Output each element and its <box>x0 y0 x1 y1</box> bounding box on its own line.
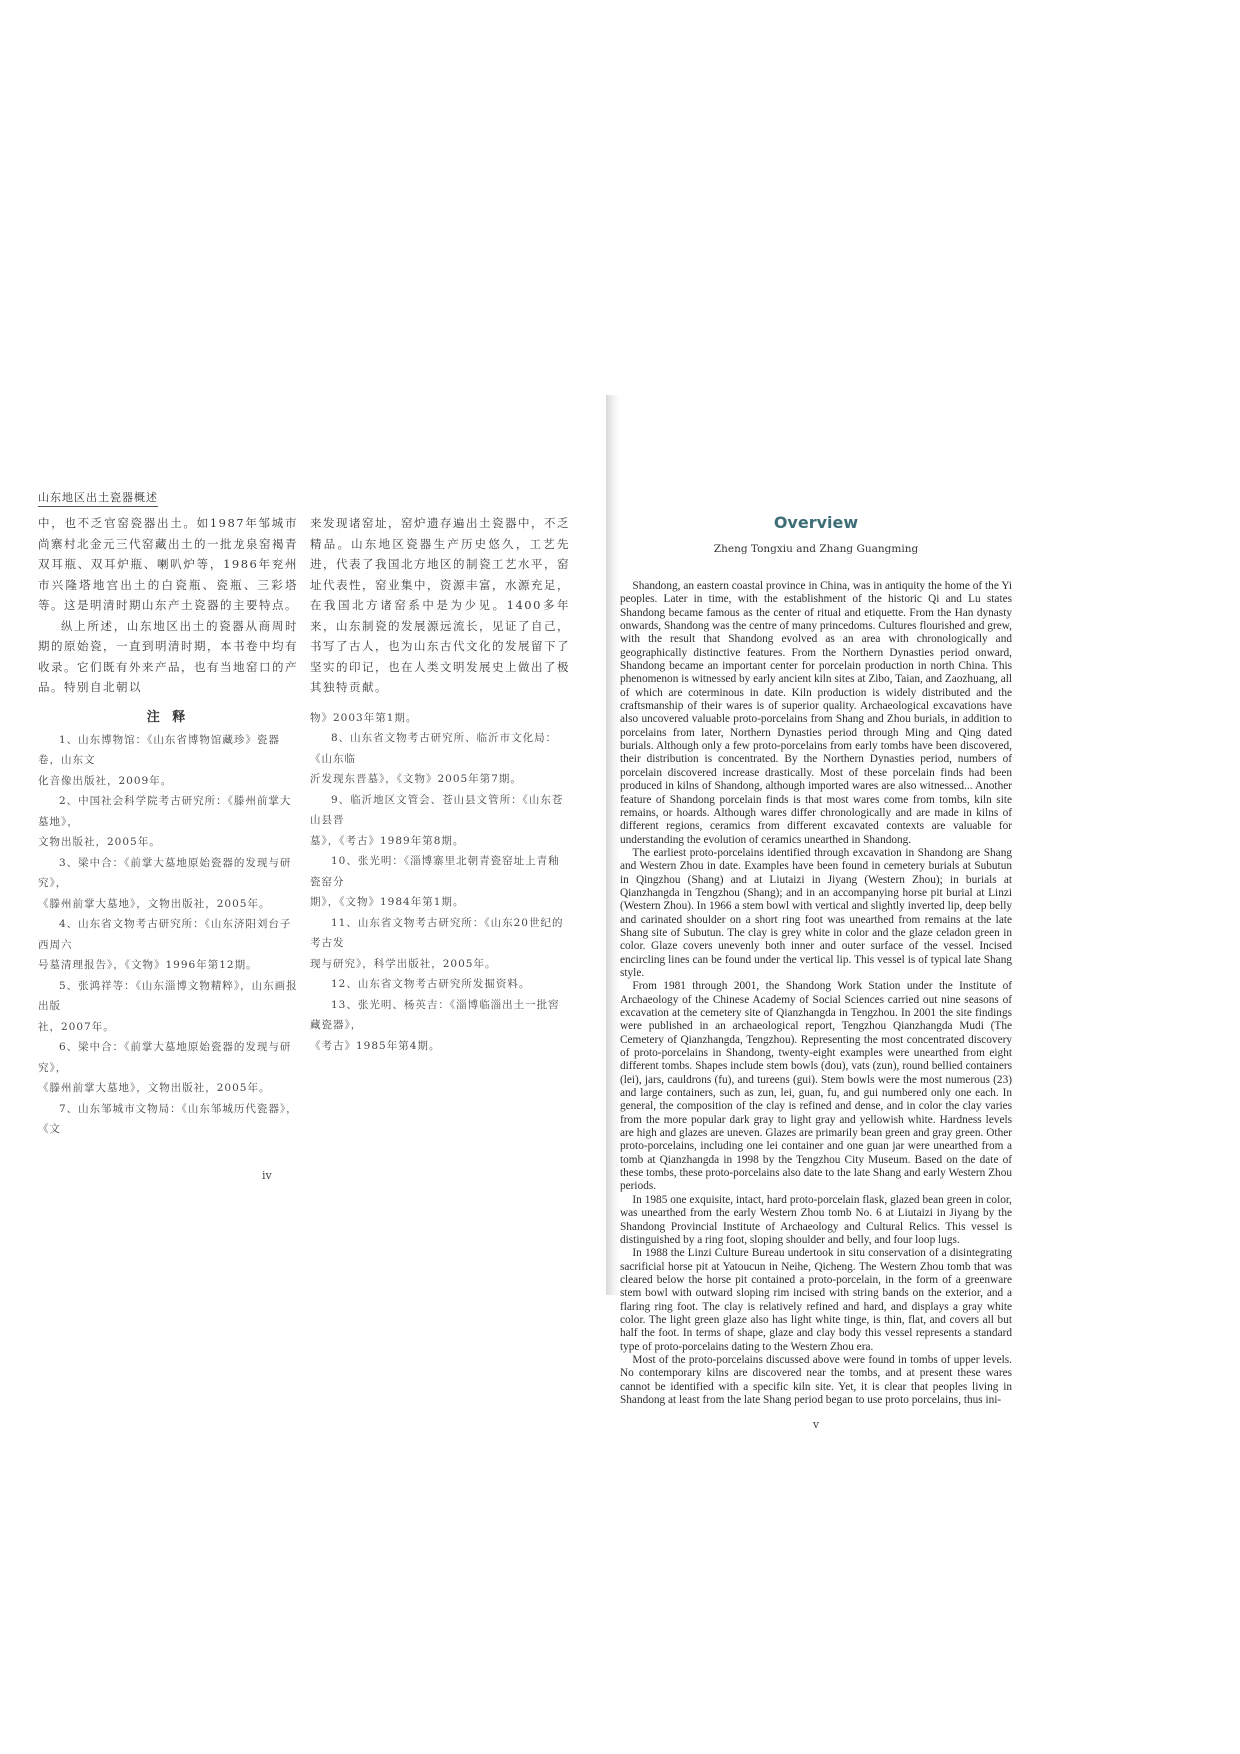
cn-paragraph: 来发现诸窑址，窑炉遗存遍出土瓷器中，不乏精品。山东地区瓷器生产历史悠久，工艺先进，代表了我国北方地区的制瓷工艺水平，窑址代表性，窑业集中，资源丰富，水源充足，在我国北方诸窑系中是为少见。1400多年来，山东制瓷的发展源远流长，见证了自己，书写了古人，也为山东古代文化的发展留下了坚实的印记，也在人类文明发展史上做出了极其独特贡献。 <box>310 516 570 694</box>
note-item-continuation: 文物出版社，2005年。 <box>38 836 161 848</box>
authors-line: Zheng Tongxiu and Zhang Guangming <box>713 543 919 555</box>
note-item: 2、中国社会科学院考古研究所：《滕州前掌大墓地》， <box>38 795 292 828</box>
note-item-continuation: 《考古》1985年第4期。 <box>310 1039 441 1052</box>
note-item: 8、山东省文物考古研究所、临沂市文化局：《山东临 <box>310 732 558 765</box>
page-number-right: v <box>812 1418 820 1432</box>
page-title: Overview <box>773 513 859 532</box>
overview-body <box>620 580 1012 1407</box>
note-item: 3、梁中合：《前掌大墓地原始瓷器的发现与研究》， <box>38 856 292 889</box>
note-item: 12、山东省文物考古研究所发掘资料。 <box>331 978 531 990</box>
note-item-continuation: 沂发现东晋墓》，《文物》2005年第7期。 <box>310 773 522 785</box>
left-column-2 <box>310 513 570 698</box>
note-item: 11、山东省文物考古研究所：《山东20世纪的考古发 <box>310 916 564 949</box>
body-paragraph: Most of the proto-porcelains discussed above were found in tombs of upper levels. No contemporary kilns are discovered near the tombs, and at present these wares cannot be identified with a specific kiln site. Yet, it is clear that peoples living in Shandong at least from the late Shang period began to use proto porcelains, thus ini- <box>620 1353 1012 1406</box>
body-paragraph: From 1981 through 2001, the Shandong Work Station under the Institute of Archaeology of the Chinese Academy of Social Sciences carried out nine seasons of excavation at the cemetery site of Qianzhangda in Tengzhou. In 2001 the site findings were published in an archaeological report, Tengzhou Qianzhangda Mudi (The Cemetery of Qianzhangda, Tengzhou). Representing the most concentrated discovery of proto-porcelains in Shandong, twenty-eight examples were unearthed from eight different tombs. Shapes include stem bowls (dou), vats (zun), round bellied containers (lei), jars, cauldrons (fu), and tureens (gui). Stem bowls were the most numerous (23) and large containers, such as zun, lei, guan, fu, and gui numbered only one each. In general, the composition of the clay is refined and dense, and in color the clay varies from the more popular dark gray to light gray and yellowish white. Hardness levels are high and glazes are uneven. Glazes are primarily bean green and gray green. Other proto-porcelains, including one lei container and one guan jar were unearthed from a tomb at Qianzhangda in 1998 by the Tengzhou City Museum. Based on the date of these tombs, these proto-porcelains also date to the late Shang and early Western Zhou periods. <box>620 980 1012 1193</box>
note-item: 13、张光明、杨英吉：《淄博临淄出土一批窖藏瓷器》， <box>310 998 560 1031</box>
body-paragraph: In 1988 the Linzi Culture Bureau undertook in situ conservation of a disintegrating sacrificial horse pit at Yatoucun in Neihe, Qicheng. The Western Zhou tomb that was cleared below the horse pit contained a proto-porcelain, in the form of a greenware stem bowl with outward sloping rim incised with string bands on the exterior, and a flaring ring foot. The clay is relatively refined and hard, and displays a gray white color. The light green glaze also has light white tinge, is thin, flat, and covers all but half the foot. In terms of shape, glaze and clay body this vessel represents a standard type of proto-porcelains dating to the Western Zhou era. <box>620 1247 1012 1353</box>
note-item-continuation: 社，2007年。 <box>38 1020 115 1033</box>
note-item: 4、山东省文物考古研究所：《山东济阳刘台子西周六 <box>38 918 292 951</box>
note-item-continuation: 墓》，《考古》1989年第8期。 <box>310 834 465 847</box>
note-item-continuation: 现与研究》，科学出版社，2005年。 <box>310 957 497 970</box>
note-item-continuation: 期》，《文物》1984年第1期。 <box>310 896 465 908</box>
cn-paragraph: 纵上所述，山东地区出土的瓷器从商周时期的原始瓷，一直到明清时期，本书卷中均有收录。它们既有外来产品，也有当地窑口的产品。特别自北朝以 <box>38 618 298 694</box>
note-item-continuation: 物》2003年第1期。 <box>310 711 418 724</box>
note-item-continuation: 《滕州前掌大墓地》，文物出版社，2005年。 <box>38 897 271 910</box>
page-gutter-shadow <box>606 395 620 1295</box>
note-item: 10、张光明：《淄博寨里北朝青瓷窑址上青釉瓷窑分 <box>310 855 560 888</box>
note-item: 1、山东博物馆：《山东省博物馆藏珍》瓷器卷，山东文 <box>38 733 280 766</box>
note-item-continuation: 《滕州前掌大墓地》，文物出版社，2005年。 <box>38 1082 271 1094</box>
note-item: 6、梁中合：《前掌大墓地原始瓷器的发现与研究》， <box>38 1041 292 1074</box>
left-column-2-wrap <box>310 513 570 1056</box>
body-paragraph: The earliest proto-porcelains identified through excavation in Shandong are Shang and Western Zhou in date. Examples have been found in cemetery burials at Subutun in Qingzhou (Shang) and at Liutaizi in Jiyang (Western Zhou); in burials at Qianzhangda in Tengzhou (Shang); and in an accompanying horse pit burial at Linzi (Western Zhou). In 1966 a stem bowl with vertical and slightly inverted lip, deep belly and carinated shoulder on a short ring foot was unearthed from remains at the late Shang site of Subutun. The clay is grey white in color and the glaze celadon green in color. Glaze covers unevenly both inner and outer surface of the vessel. Incised encircling lines can be found under the vertical lip. This vessel is of typical late Shang style. <box>620 846 1012 979</box>
note-item: 5、张鸿祥等：《山东淄博文物精粹》，山东画报出版 <box>38 979 298 1012</box>
notes-heading: 注 释 <box>146 709 190 725</box>
left-column-1 <box>38 513 298 698</box>
body-paragraph: Shandong, an eastern coastal province in China, was in antiquity the home of the Yi peoples. Later in time, with the establishment of the historic Qi and Lu states Shandong became famous as the center of ritual and etiquette. From the Han dynasty onwards, Shandong was the centre of many princedoms. Cultures flourished and grew, with the result that Shandong evolved as an area with chronologically and geographically distinctive features. From the Northern Dynasties period onward, Shandong became an important center for porcelain production in north China. This phenomenon is witnessed by early ancient kiln sites at Zibo, Taian, and Zaozhuang, all of which are coterminous in date. Kiln production is widely distributed and the craftsmanship of their wares is of superior quality. Archaeological excavations have also uncovered valuable proto-porcelains from Shang and Zhou burials, in addition to porcelains from later, Northern Dynasties period through Ming and Qing dated burials. Although only a few proto-porcelains from early tombs have been discovered, their distribution is concentrated. By the Northern Dynasties period, numbers of porcelain discovered increase drastically. Most of these porcelain finds had been produced in kilns of Shandong, although imported wares are also witnessed... Another feature of Shandong porcelain finds is that most wares come from tombs, kiln site remains, or hoards. Although wares differ chronologically and are made in kilns of different regions, ceramics from different excavated contexts are valuable for understanding the evolution of ceramics unearthed in Shandong. <box>620 580 1012 846</box>
notes-list-2 <box>310 708 570 1057</box>
running-head: 山东地区出土瓷器概述 <box>38 489 158 507</box>
page-number-left: iv <box>262 1168 272 1182</box>
notes-list-1 <box>38 730 298 1140</box>
note-item-continuation: 化音像出版社，2009年。 <box>38 774 173 787</box>
note-item: 7、山东邹城市文物局：《山东邹城历代瓷器》，《文 <box>38 1102 298 1135</box>
left-column-1-wrap <box>38 513 298 1140</box>
note-item-continuation: 号墓清理报告》，《文物》1996年第12期。 <box>38 959 258 971</box>
left-page-columns <box>38 513 570 1140</box>
body-paragraph: In 1985 one exquisite, intact, hard proto-porcelain flask, glazed bean green in color, was unearthed from the early Western Zhou tomb No. 6 at Liutaizi in Jiyang by the Shandong Provincial Institute of Archaeology and Cultural Relics. This vessel is distinguished by a ring foot, sloping shoulder and belly, and four loop lugs. <box>620 1193 1012 1246</box>
right-page <box>620 512 1012 1433</box>
cn-paragraph: 中，也不乏官窑瓷器出土。如1987年邹城市尚寨村北金元三代窑藏出土的一批龙泉窑褐青双耳瓶、双耳炉瓶、喇叭炉等，1986年兖州市兴隆塔地宫出土的白瓷瓶、瓷瓶、三彩塔等。这是明清时期山东产土瓷器的主要特点。 <box>38 516 298 612</box>
left-page <box>38 486 570 1184</box>
note-item: 9、临沂地区文管会、苍山县文管所：《山东苍山县晋 <box>310 793 564 826</box>
